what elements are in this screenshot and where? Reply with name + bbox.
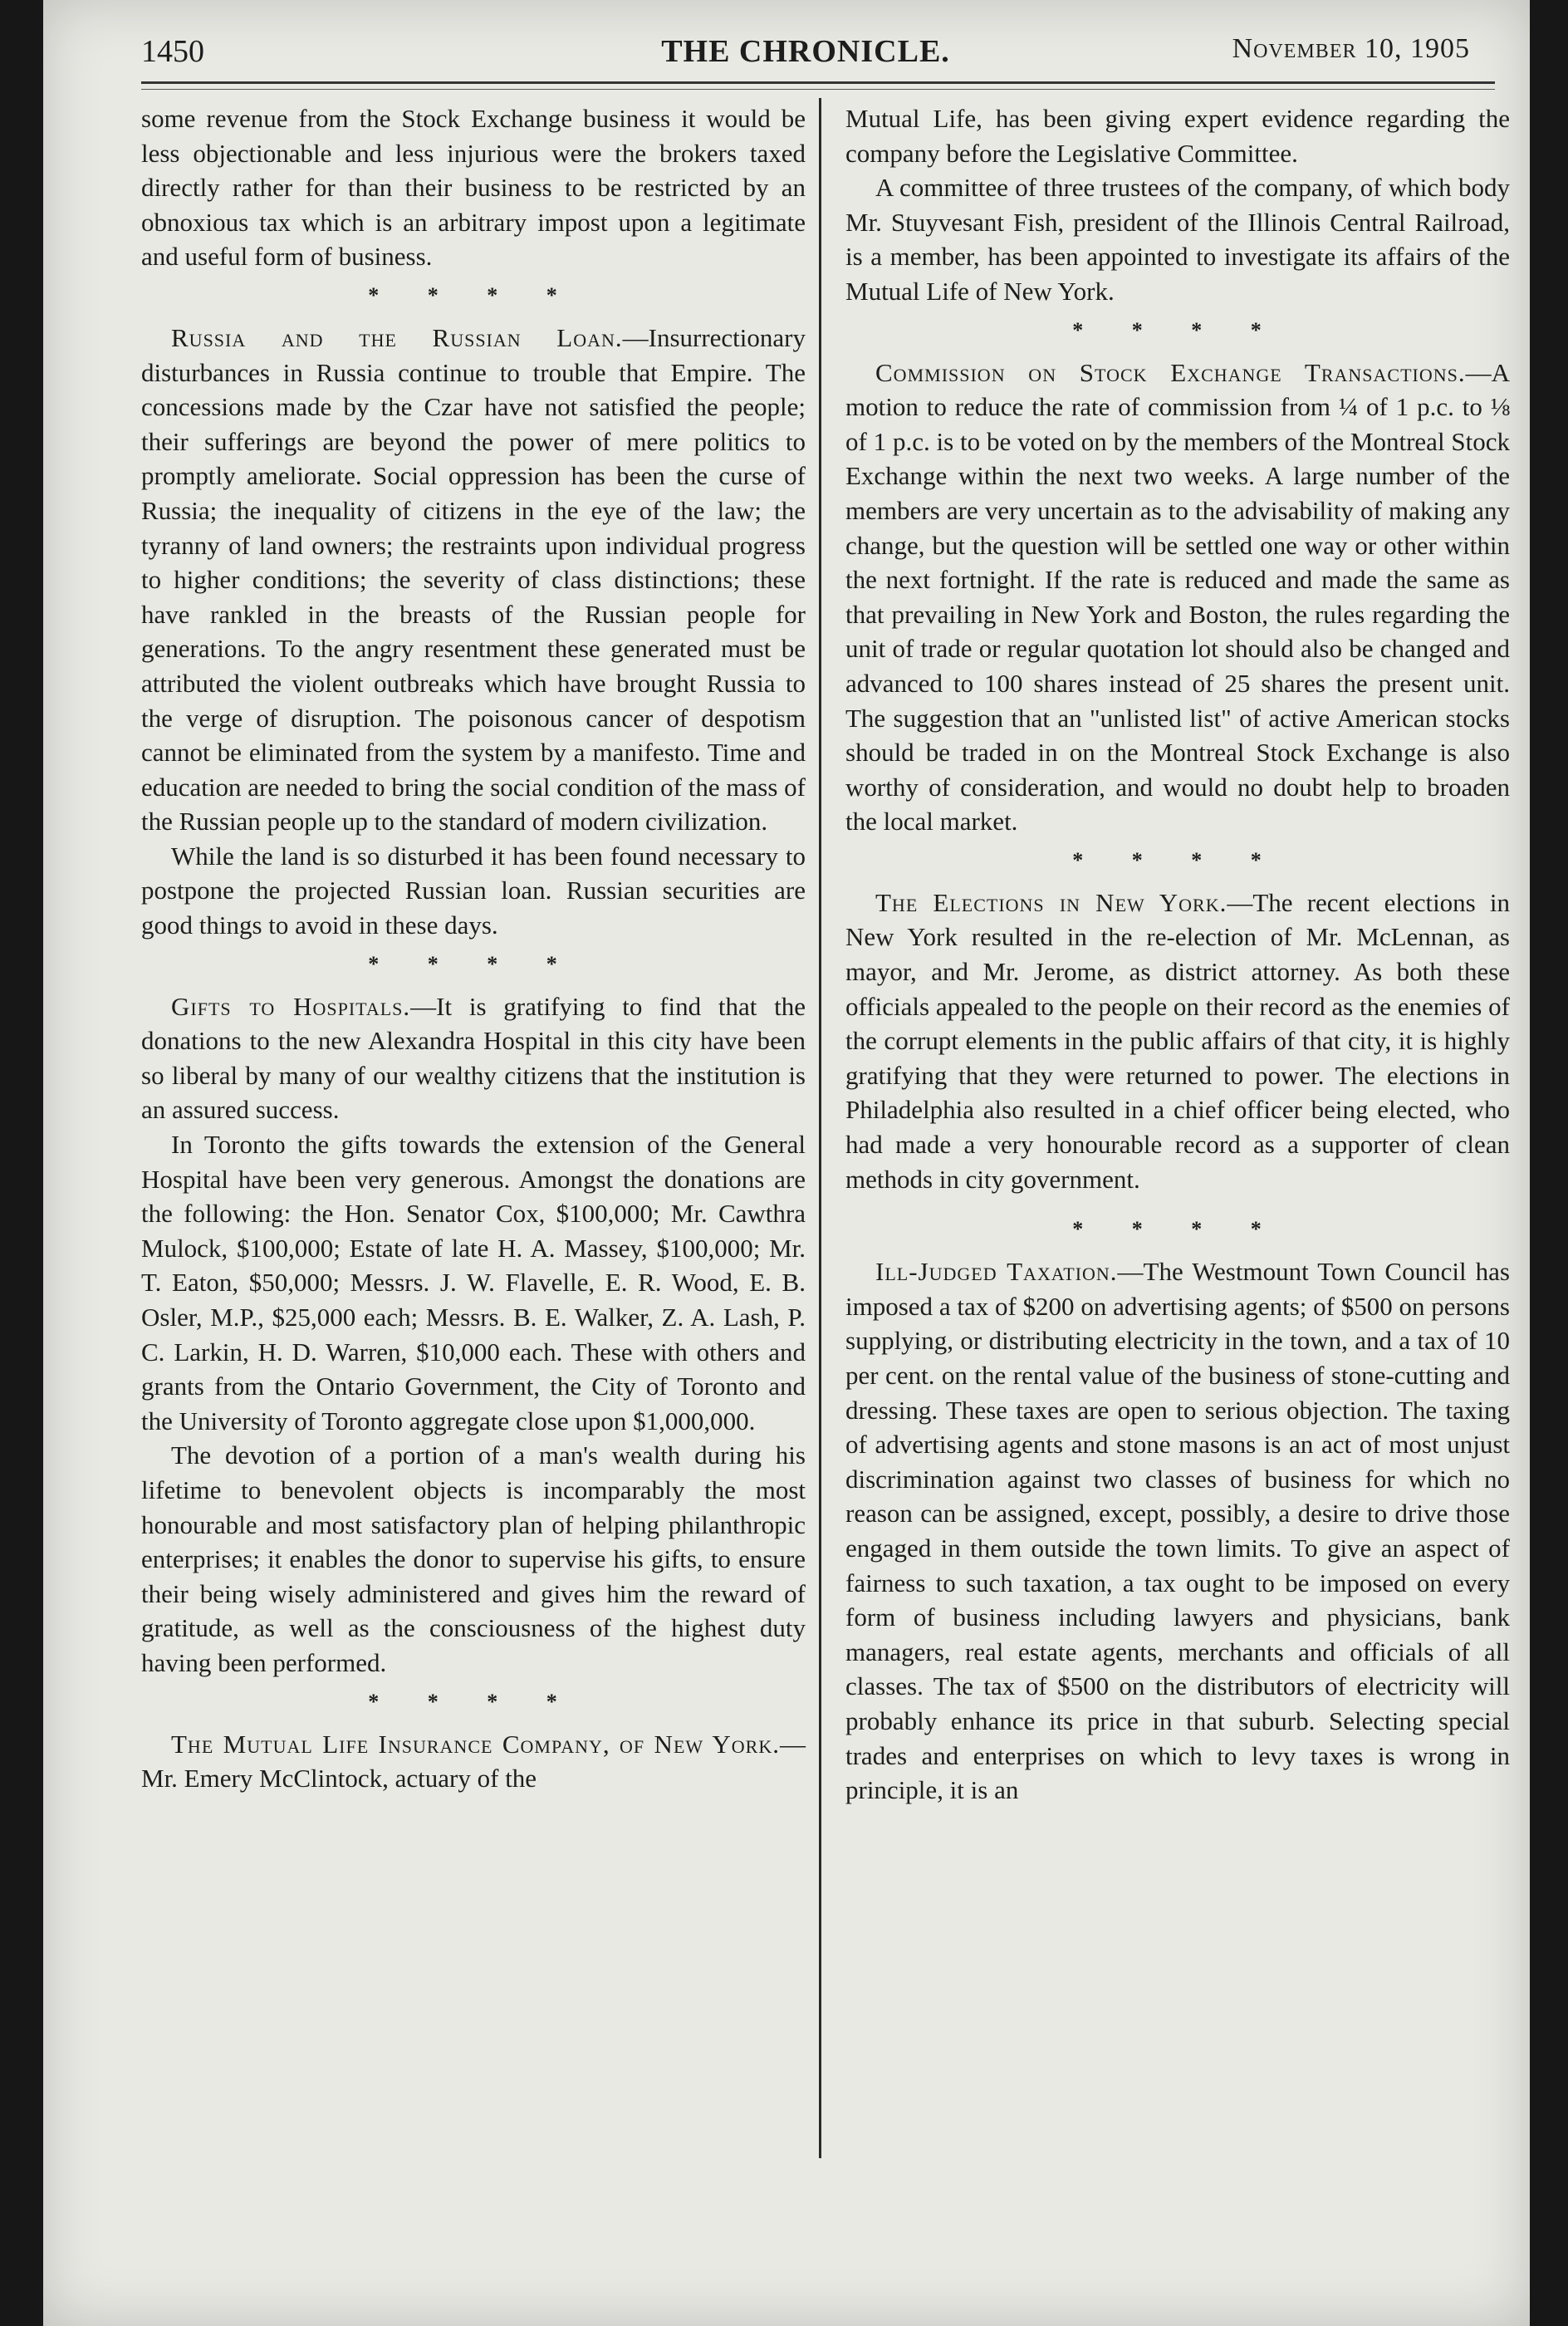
article-heading: Ill-Judged Taxation. <box>875 1257 1118 1287</box>
article-body: —It is gratifying to find that the donations to the new Alexandra Hospital in this city have been so liberal by many of our wealthy citizens that the institution is an assured success. <box>141 991 806 1125</box>
section-separator: * * * * <box>368 951 579 976</box>
article-heading: The Mutual Life Insurance Company, of New York. <box>171 1729 780 1759</box>
newspaper-page <box>43 0 1530 2326</box>
left-column <box>141 101 806 1796</box>
section-separator: * * * * <box>368 1689 579 1714</box>
section-separator: * * * * <box>1072 317 1283 342</box>
right-column <box>845 101 1510 1808</box>
page-header <box>141 33 1470 75</box>
paragraph: Mutual Life, has been giving expert evidence regarding the company before the Legislative Committee. <box>845 104 1510 168</box>
article-body: —A motion to reduce the rate of commission from ¼ of 1 p.c. to ⅛ of 1 p.c. is to be voted on by the members of the Montreal Stock Exchange within the next two weeks. A large number of the members are very uncertain as to the advisability of making any change, but the question will be settled one way or other within the next fortnight. If the rate is reduced and made the same as that prevailing in New York and Boston, the rules regarding the unit of trade or regular quotation lot should also be changed and advanced to 100 shares instead of 25 shares the present unit. The suggestion that an "unlisted list" of active American stocks should be traded in on the Montreal Stock Exchange is also worthy of consideration, and would no doubt help to broaden the local market. <box>845 357 1510 837</box>
article-body: —Mr. Emery McClintock, actuary of the <box>141 1729 806 1794</box>
article-elections <box>845 886 1510 1196</box>
article-heading: The Elections in New York. <box>875 887 1227 917</box>
column-divider <box>819 98 821 2158</box>
paragraph: some revenue from the Stock Exchange business it would be less objectionable and less injurious were the brokers taxed directly rather for than their business to be restricted by an obnoxious tax which is an arbitrary impost upon a legitimate and useful form of business. <box>141 104 806 272</box>
section-separator: * * * * <box>1072 1217 1283 1242</box>
page-number: 1450 <box>141 34 204 69</box>
article-russia <box>141 321 806 839</box>
article-body: —The Westmount Town Council has imposed a tax of $200 on advertising agents; of $500 on persons supplying, or distributing electricity in the town, and a tax of 10 per cent. on the rental value of the business of stone-cutting and dressing. These taxes are open to serious objection. The taxing of advertising agents and stone masons is an act of most unjust discrimination against two classes of business for which no reason can be assigned, except, possibly, a desire to drive those engaged in them outside the town limits. To give an aspect of fairness to such taxation, a tax ought to be imposed on every form of business including lawyers and physicians, bank managers, real estate agents, merchants and officials of all classes. The tax of $500 on the distributors of electricity will probably enhance its price in that suburb. Selecting special trades and enterprises on which to levy taxes is wrong in principle, it is an <box>845 1257 1510 1805</box>
paragraph: The devotion of a portion of a man's wealth during his lifetime to benevolent objects is incomparably the most honourable and most satisfactory plan of helping philanthropic enterprises; it enables the donor to supervise his gifts, to ensure their being wisely administered and gives him the reward of gratitude, as well as the consciousness of the highest duty having been performed. <box>141 1440 806 1677</box>
section-separator: * * * * <box>368 282 579 307</box>
article-mutual-life <box>141 1727 806 1796</box>
article-body: —The recent elections in New York resulted in the re-election of Mr. McLennan, as mayor, and Mr. Jerome, as district attorney. As both these officials appealed to the people on their record as the enemies of the corrupt elements in the public affairs of that city, it is highly gratifying that they were returned to power. The elections in Philadelphia also resulted in a chief officer being elected, who had made a very honourable record as a supporter of clean methods in city government. <box>845 887 1511 1194</box>
spacer <box>845 1196 1510 1208</box>
article-heading: Commission on Stock Exchange Transactions. <box>875 357 1466 387</box>
header-rule <box>141 81 1495 90</box>
article-taxation <box>845 1254 1510 1808</box>
article-heading: Gifts to Hospitals. <box>171 991 411 1021</box>
section-separator: * * * * <box>1072 847 1283 872</box>
issue-date: November 10, 1905 <box>1232 33 1470 64</box>
article-body: —Insurrectionary disturbances in Russia continue to trouble that Empire. The concessions made by the Czar have not satisfied the people; their sufferings are beyond the power of mere politics to promptly ameliorate. Social oppression has been the curse of Russia; the inequality of citizens in the eye of the law; the tyranny of land owners; the restraints upon individual progress to higher conditions; the severity of class distinctions; these have rankled in the breasts of the Russian people for generations. To the angry resentment these generated must be attributed the violent outbreaks which have brought Russia to the verge of disruption. The poisonous cancer of despotism cannot be eliminated from the system by a manifesto. Time and education are needed to bring the social condition of the mass of the Russian people up to the standard of modern civilization. <box>141 322 806 837</box>
article-heading: Russia and the Russian Loan. <box>171 322 623 352</box>
paragraph: While the land is so disturbed it has been found necessary to postpone the projected Russian loan. Russian securities are good things to avoid in these days. <box>141 841 806 940</box>
publication-title: THE CHRONICLE. <box>661 34 950 69</box>
paragraph: A committee of three trustees of the company, of which body Mr. Stuyvesant Fish, president of the Illinois Central Railroad, is a member, has been appointed to investigate its affairs of the Mutual Life of New York. <box>845 173 1510 306</box>
paragraph: In Toronto the gifts towards the extension of the General Hospital have been very generous. Amongst the donations are the following: the Hon. Senator Cox, $100,000; Mr. Cawthra Mulock, $100,000; Estate of late H. A. Massey, $100,000; Mr. T. Eaton, $50,000; Messrs. J. W. Flavelle, E. R. Wood, E. B. Osler, M.P., $25,000 each; Messrs. B. E. Walker, Z. A. Lash, P. C. Larkin, H. D. Warren, $10,000 each. These with others and grants from the Ontario Government, the City of Toronto and the University of Toronto aggregate close upon $1,000,000. <box>141 1130 806 1435</box>
article-commission <box>845 356 1510 839</box>
article-gifts <box>141 989 806 1127</box>
